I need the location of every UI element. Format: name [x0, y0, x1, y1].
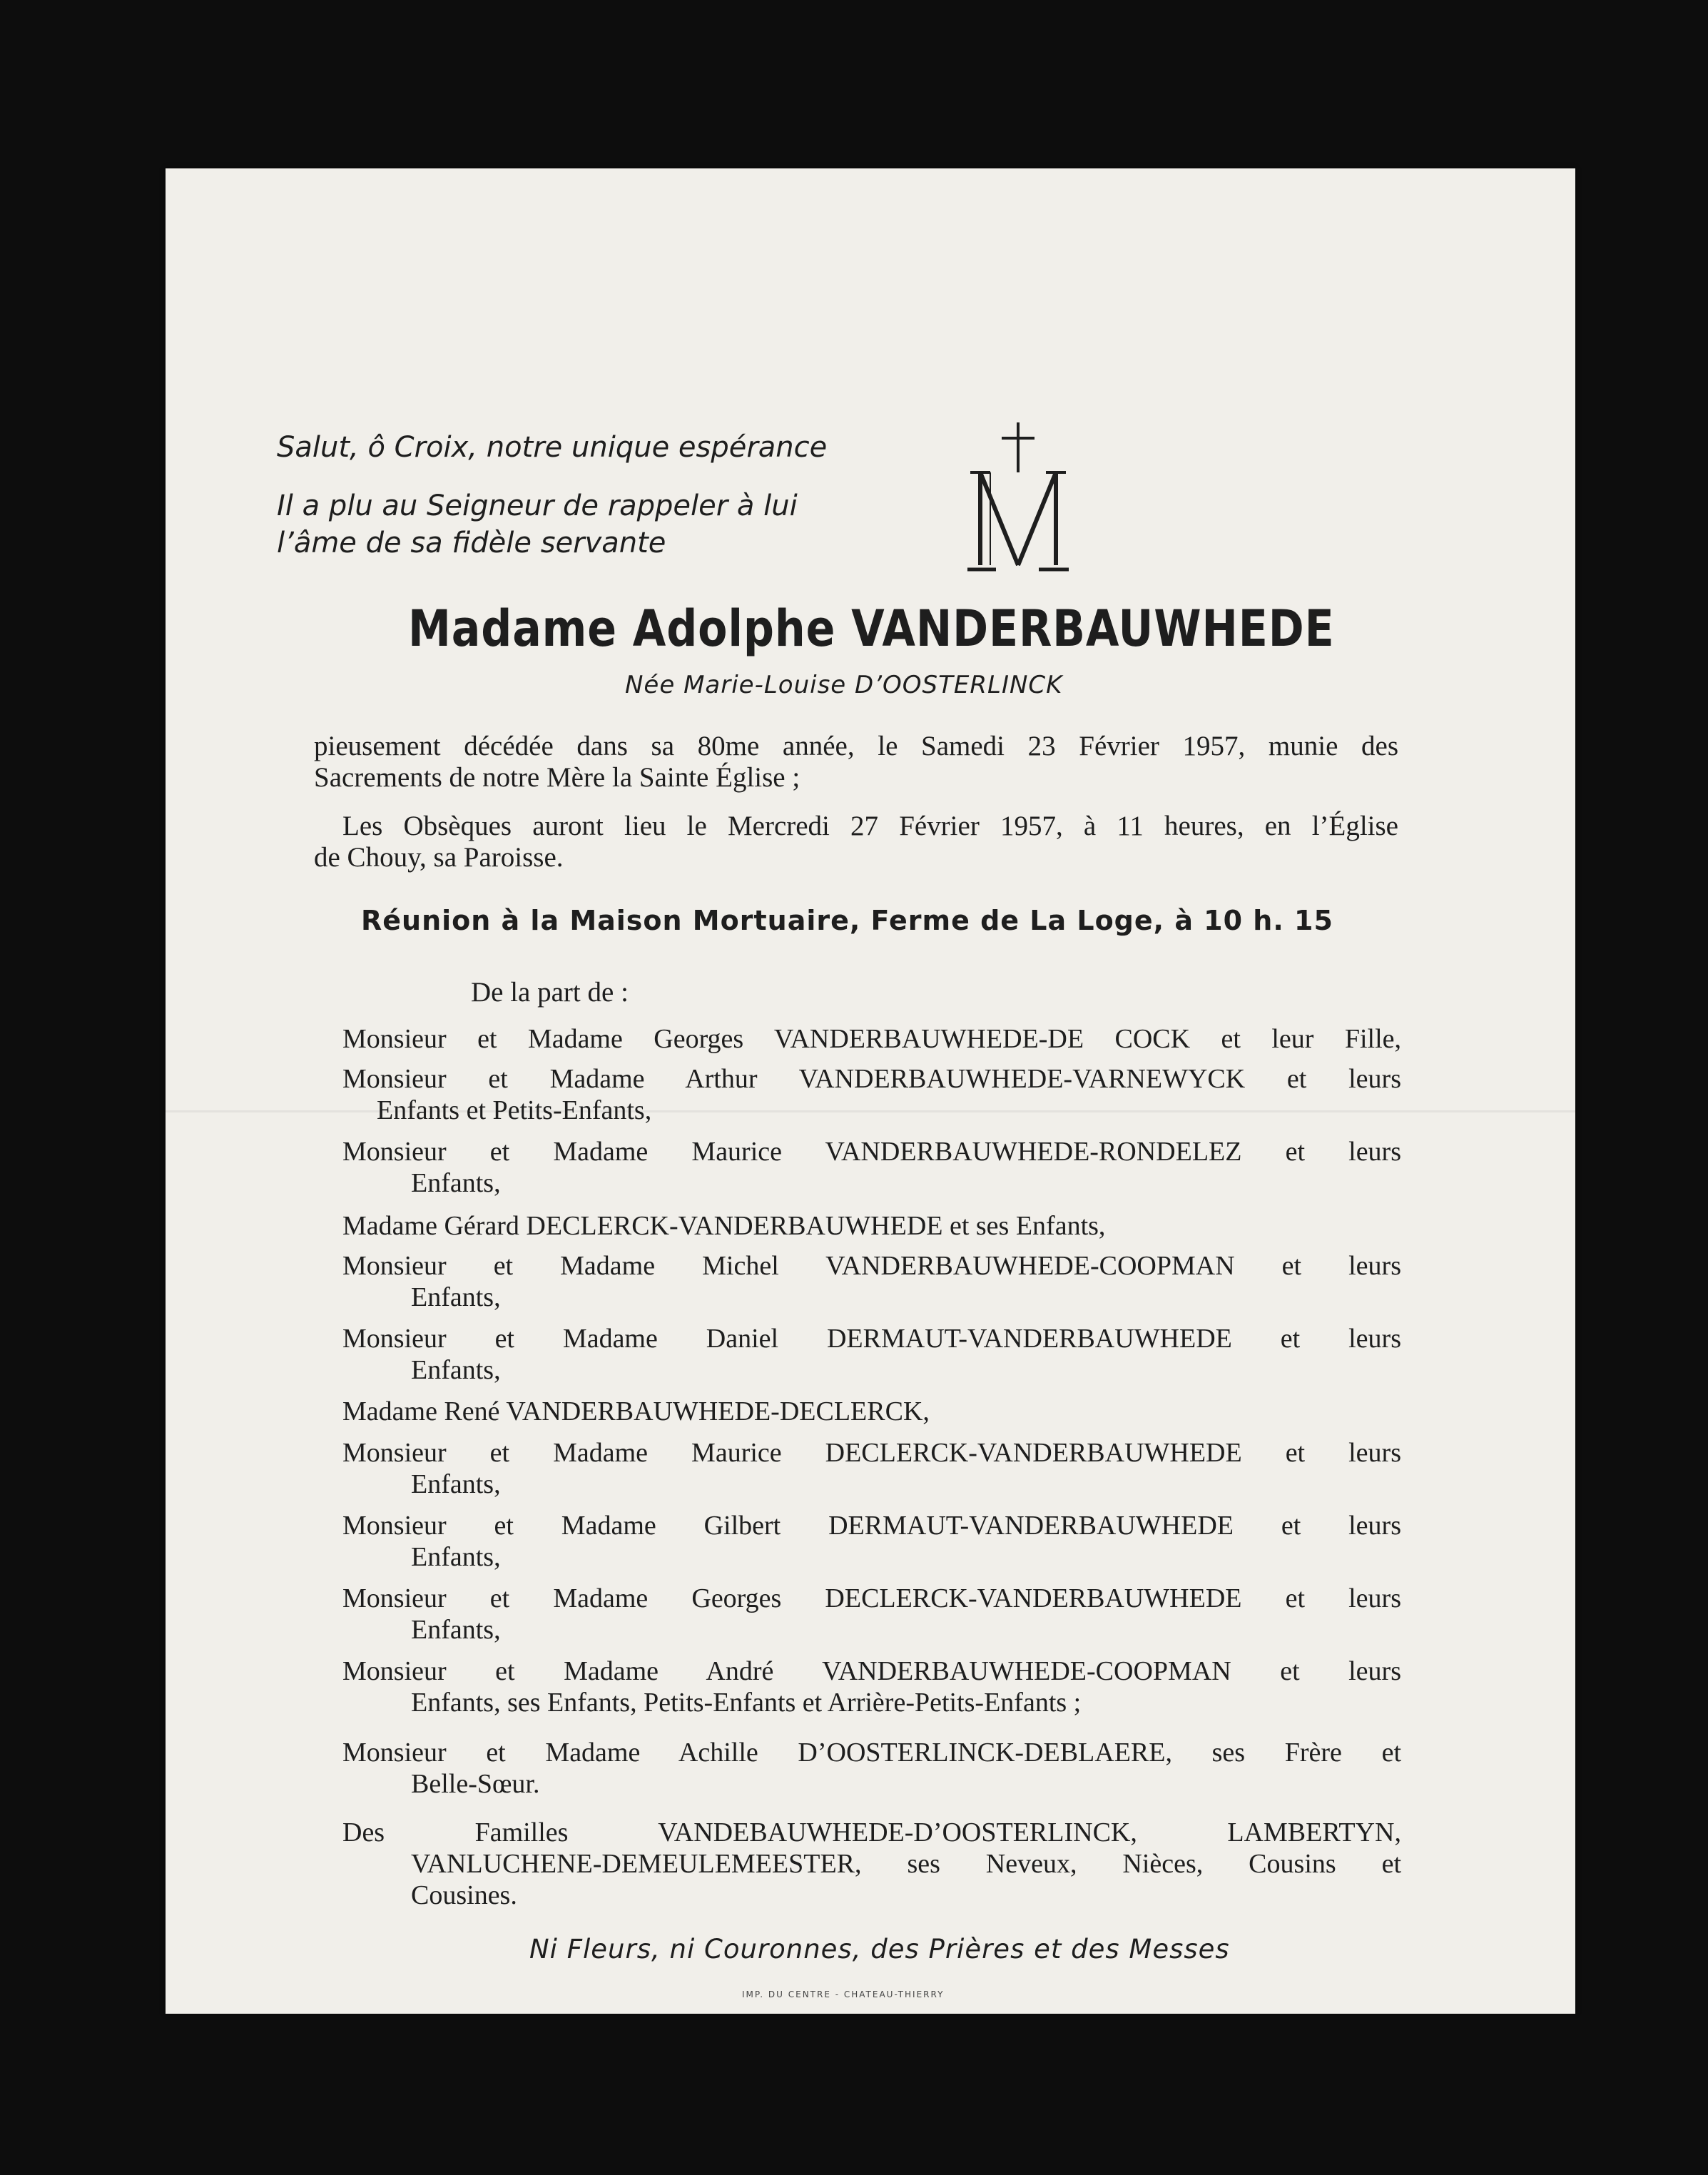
- family-entry-continuation: Cousines.: [411, 1880, 517, 1910]
- family-entry-continuation: Enfants,: [411, 1168, 501, 1198]
- family-entry-continuation: Enfants,: [411, 1615, 501, 1645]
- printer-credit: IMP. DU CENTRE - CHATEAU-THIERRY: [742, 1989, 945, 1999]
- family-entry-line: Monsieur et Madame André VANDERBAUWHEDE-COOPMAN et leurs: [342, 1656, 1401, 1686]
- family-entry-line: Monsieur et Madame Maurice VANDERBAUWHEDE-RONDELEZ et leurs: [342, 1137, 1401, 1167]
- funeral-notice-line-2: de Chouy, sa Paroisse.: [314, 842, 564, 873]
- family-entry-line: Monsieur et Madame Achille D’OOSTERLINCK-DEBLAERE, ses Frère et: [342, 1738, 1401, 1768]
- prayer-line-3: l’âme de sa fidèle servante: [277, 527, 666, 559]
- family-entry-continuation: Enfants,: [411, 1469, 501, 1499]
- death-notice-line-1: pieusement décédée dans sa 80me année, le Samedi 23 Février 1957, munie des: [314, 731, 1398, 761]
- on-behalf-label: De la part de :: [471, 977, 629, 1008]
- family-entry: [342, 1023, 1401, 1055]
- closing-line: Ni Fleurs, ni Couronnes, des Prières et des Messes: [529, 1934, 1230, 1964]
- family-entry-continuation: Belle-Sœur.: [411, 1769, 540, 1799]
- family-entry-line: Madame René VANDERBAUWHEDE-DECLERCK,: [342, 1396, 930, 1426]
- family-entry-continuation: Enfants,: [411, 1542, 501, 1572]
- family-entry-continuation: Enfants,: [411, 1355, 501, 1385]
- family-entry: [342, 1396, 1401, 1427]
- family-entry: [342, 1817, 1401, 1911]
- family-entry-line: Monsieur et Madame Georges VANDERBAUWHEDE-DE COCK et leur Fille,: [342, 1024, 1401, 1054]
- family-entry-continuation: Enfants et Petits-Enfants,: [377, 1095, 652, 1125]
- family-entry-line: Monsieur et Madame Arthur VANDERBAUWHEDE-VARNEWYCK et leurs: [342, 1064, 1401, 1094]
- prayer-line-1: Salut, ô Croix, notre unique espérance: [277, 431, 828, 464]
- death-notice-line-2: Sacrements de notre Mère la Sainte Église ;: [314, 762, 800, 793]
- deceased-name: Madame Adolphe VANDERBAUWHEDE: [408, 599, 1335, 658]
- family-entry: [342, 1323, 1401, 1386]
- family-entry-line: Monsieur et Madame Daniel DERMAUT-VANDERBAUWHEDE et leurs: [342, 1324, 1401, 1354]
- funeral-notice-line-1: Les Obsèques auront lieu le Mercredi 27 Février 1957, à 11 heures, en l’Église: [342, 811, 1398, 841]
- family-entry-continuation: Enfants, ses Enfants, Petits-Enfants et Arrière-Petits-Enfants ;: [411, 1688, 1082, 1718]
- family-entry: [342, 1656, 1401, 1718]
- family-entry-line: Monsieur et Madame Gilbert DERMAUT-VANDERBAUWHEDE et leurs: [342, 1511, 1401, 1541]
- family-entry: [342, 1510, 1401, 1573]
- family-entry: [342, 1063, 1401, 1126]
- family-entry: [342, 1437, 1401, 1500]
- family-entry-line: Monsieur et Madame Maurice DECLERCK-VANDERBAUWHEDE et leurs: [342, 1438, 1401, 1468]
- funeral-notice: [314, 811, 1398, 873]
- family-entry-line: Madame Gérard DECLERCK-VANDERBAUWHEDE et ses Enfants,: [342, 1211, 1106, 1241]
- family-entry-line: Monsieur et Madame Georges DECLERCK-VANDERBAUWHEDE et leurs: [342, 1583, 1401, 1613]
- family-entry-line: Monsieur et Madame Michel VANDERBAUWHEDE-COOPMAN et leurs: [342, 1251, 1401, 1281]
- family-entry: [342, 1136, 1401, 1199]
- family-entry-line: Des Familles VANDEBAUWHEDE-D’OOSTERLINCK, LAMBERTYN,: [342, 1817, 1401, 1847]
- family-entry-continuation: VANLUCHENE-DEMEULEMEESTER, ses Neveux, Nièces, Cousins et: [411, 1849, 1401, 1879]
- family-entry: [342, 1737, 1401, 1800]
- family-entry-continuation: Enfants,: [411, 1282, 501, 1312]
- family-entry: [342, 1210, 1401, 1242]
- prayer-line-2: Il a plu au Seigneur de rappeler à lui: [277, 490, 798, 522]
- meeting-notice: Réunion à la Maison Mortuaire, Ferme de La Loge, à 10 h. 15: [361, 905, 1333, 936]
- family-entry: [342, 1250, 1401, 1313]
- maiden-name: Née Marie-Louise D’OOSTERLINCK: [625, 671, 1063, 699]
- cross-monogram-icon: [965, 422, 1072, 577]
- family-entry: [342, 1583, 1401, 1646]
- death-notice: [314, 731, 1398, 794]
